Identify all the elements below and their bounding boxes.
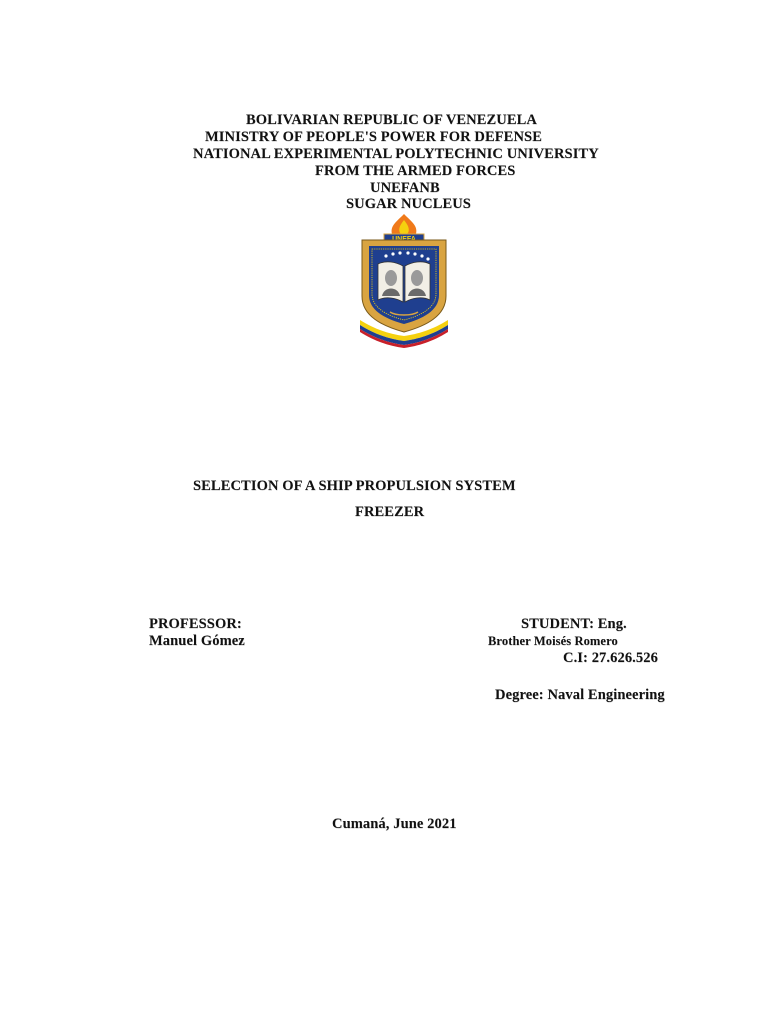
- document-subtitle: FREEZER: [355, 504, 425, 520]
- professor-name: Manuel Gómez: [149, 633, 245, 649]
- student-id: C.I: 27.626.526: [563, 650, 658, 666]
- student-degree: Degree: Naval Engineering: [495, 687, 665, 703]
- header-ministry: MINISTRY OF PEOPLE'S POWER FOR DEFENSE: [205, 129, 542, 145]
- header-country: BOLIVARIAN REPUBLIC OF VENEZUELA: [246, 112, 537, 128]
- header-armed-forces: FROM THE ARMED FORCES: [315, 163, 516, 179]
- header-nucleus: SUGAR NUCLEUS: [346, 196, 471, 212]
- header-university: NATIONAL EXPERIMENTAL POLYTECHNIC UNIVERSITY: [193, 146, 599, 162]
- header-acronym: UNEFANB: [370, 180, 440, 196]
- place-date: Cumaná, June 2021: [332, 816, 457, 832]
- document-title: SELECTION OF A SHIP PROPULSION SYSTEM: [193, 478, 516, 494]
- university-emblem-logo: [356, 212, 452, 348]
- student-name: Brother Moisés Romero: [488, 634, 618, 648]
- student-label: STUDENT: Eng.: [521, 616, 627, 632]
- professor-label: PROFESSOR:: [149, 616, 242, 632]
